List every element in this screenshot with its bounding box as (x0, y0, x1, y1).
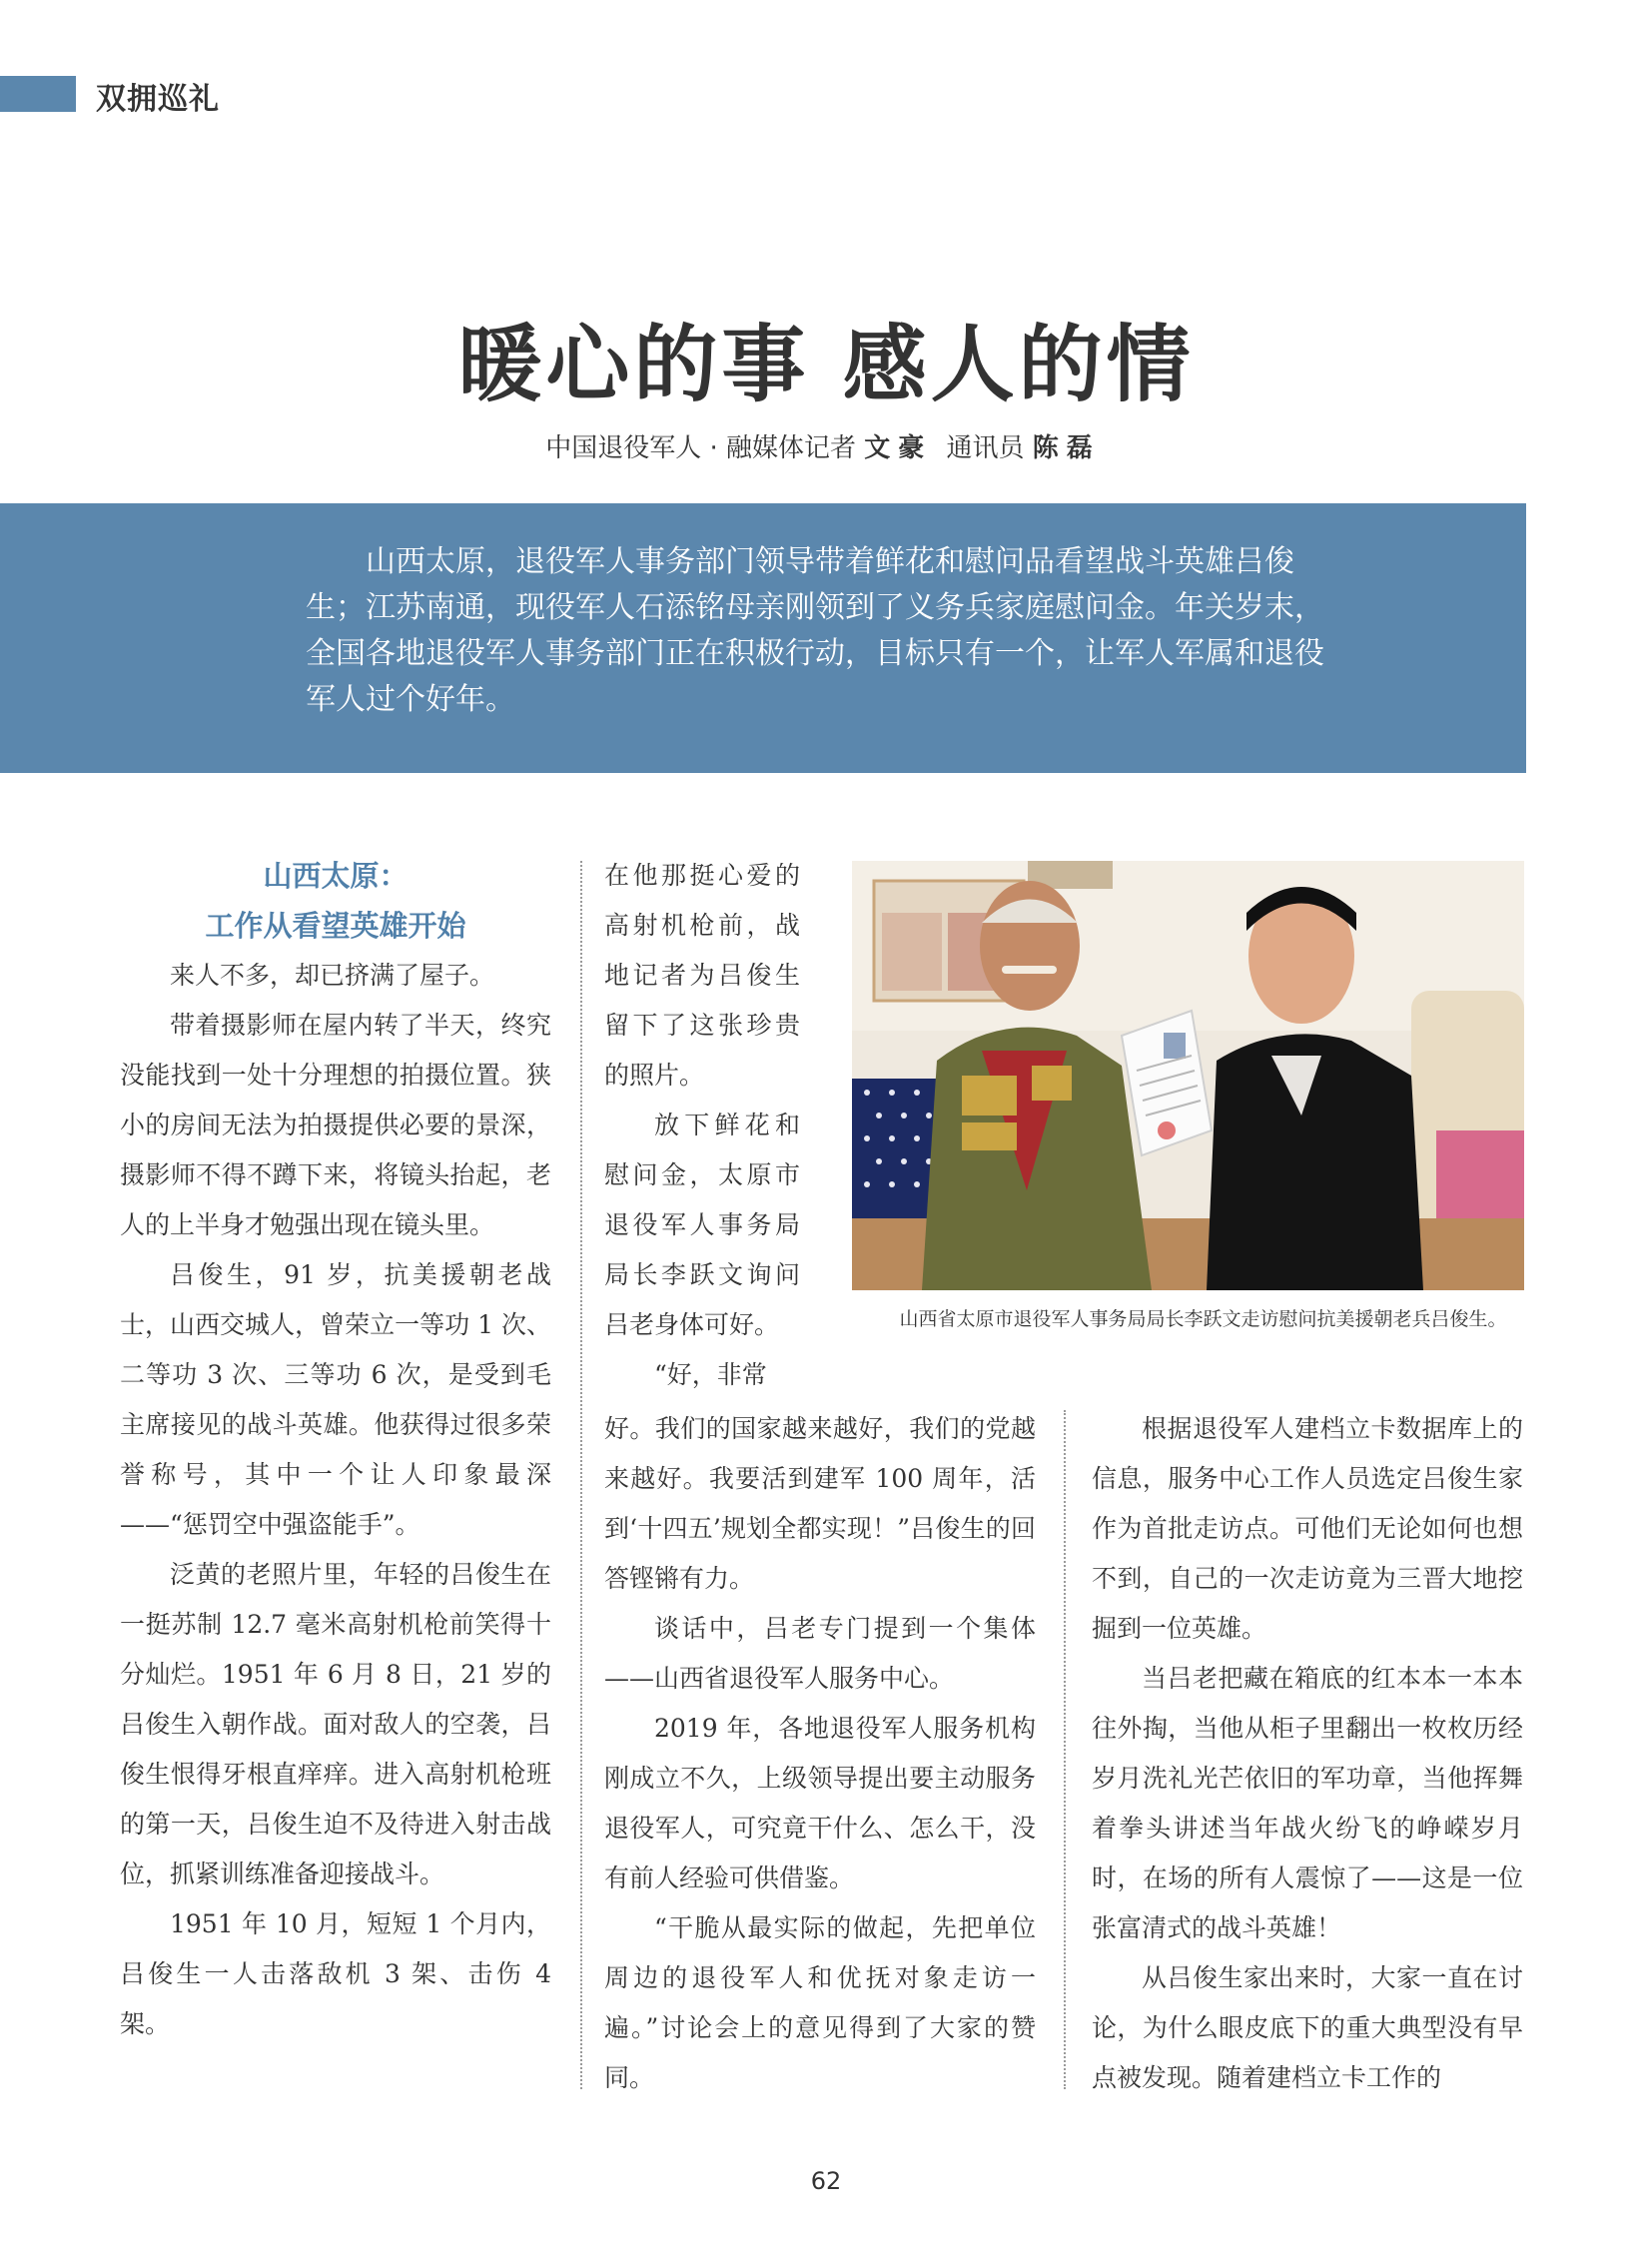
subheading-line1: 山西太原： (263, 859, 409, 893)
subheading-line2: 工作从看望英雄开始 (205, 909, 466, 943)
photo-caption: 山西省太原市退役军人事务局局长李跃文走访慰问抗美援朝老兵吕俊生。 (899, 1308, 1507, 1330)
section-color-bar (0, 76, 76, 112)
paragraph: 吕俊生，91 岁，抗美援朝老战士，山西交城人，曾荣立一等功 1 次、二等功 3 次、三等功 6 次，是受到毛主席接见的战斗英雄。他获得过很多荣誉称号，其中一个让人印象最深——“惩罚空中强盗能手”。 (120, 1260, 551, 1539)
paragraph: 带着摄影师在屋内转了半天，终究没能找到一处十分理想的拍摄位置。狭小的房间无法为拍摄提供必要的景深，摄影师不得不蹲下来，将镜头抬起，老人的上半身才勉强出现在镜头里。 (120, 1011, 551, 1239)
column-divider (580, 861, 582, 2089)
column-1 (120, 951, 551, 2049)
column-divider (1064, 1410, 1066, 2089)
paragraph: 好。我们的国家越来越好，我们的党越来越好。我要活到建军 100 周年，活到‘十四五’规划全都实现！”吕俊生的回答铿锵有力。 (604, 1414, 1036, 1593)
column-2-top (604, 851, 800, 1400)
paragraph: “干脆从最实际的做起，先把单位周边的退役军人和优抚对象走访一遍。”讨论会上的意见得到了大家的赞同。 (604, 1913, 1036, 2092)
byline-prefix: 中国退役军人 · 融媒体记者 (545, 433, 865, 463)
paragraph: 放下鲜花和慰问金，太原市退役军人事务局局长李跃文询问吕老身体可好。 (604, 1111, 800, 1339)
column-2-bottom (604, 1404, 1036, 2103)
paragraph: 1951 年 10 月，短短 1 个月内，吕俊生一人击落敌机 3 架、击伤 4 架。 (120, 1909, 551, 2038)
paragraph: 泛黄的老照片里，年轻的吕俊生在一挺苏制 12.7 毫米高射机枪前笑得十分灿烂。1951 年 6 月 8 日，21 岁的吕俊生入朝作战。面对敌人的空袭，吕俊生恨得牙根直痒痒。进入高射机枪班的第一天，吕俊生迫不及待进入射击战位，抓紧训练准备迎接战斗。 (120, 1560, 551, 1888)
paragraph: 当吕老把藏在箱底的红本本一本本往外掏，当他从柜子里翻出一枚枚历经岁月洗礼光芒依旧的军功章，当他挥舞着拳头讲述当年战火纷飞的峥嵘岁月时，在场的所有人震惊了——这是一位张富清式的战斗英雄！ (1092, 1664, 1523, 1942)
subheading (120, 851, 551, 951)
byline-author1: 文豪 (864, 433, 933, 463)
lead-paragraph: 山西太原，退役军人事务部门领导带着鲜花和慰问品看望战斗英雄吕俊生；江苏南通，现役军人石添铭母亲刚领到了义务兵家庭慰问金。年关岁末，全国各地退役军人事务部门正在积极行动，目标只有一个，让军人军属和退役军人过个好年。 (306, 544, 1324, 717)
paragraph: 2019 年，各地退役军人服务机构刚成立不久，上级领导提出要主动服务退役军人，可究竟干什么、怎么干，没有前人经验可供借鉴。 (604, 1714, 1036, 1892)
paragraph: 从吕俊生家出来时，大家一直在讨论，为什么眼皮底下的重大典型没有早点被发现。随着建档立卡工作的 (1092, 1963, 1523, 2092)
article-title: 暖心的事 感人的情 (457, 316, 1195, 413)
paragraph: “好，非常 (654, 1360, 767, 1389)
paragraph: 来人不多，却已挤满了屋子。 (170, 961, 495, 990)
byline (0, 427, 1652, 464)
photo-illustration (852, 861, 1524, 1290)
byline-middle: 通讯员 (946, 433, 1033, 463)
paragraph: 谈话中，吕老专门提到一个集体——山西省退役军人服务中心。 (604, 1614, 1036, 1693)
byline-author2: 陈磊 (1032, 433, 1101, 463)
section-label: 双拥巡礼 (96, 82, 220, 117)
page-number: 62 (810, 2167, 842, 2195)
column-3 (1092, 1404, 1523, 2103)
paragraph: 根据退役军人建档立卡数据库上的信息，服务中心工作人员选定吕俊生家作为首批走访点。可他们无论如何也想不到，自己的一次走访竟为三晋大地挖掘到一位英雄。 (1092, 1414, 1523, 1643)
article-photo (852, 861, 1524, 1290)
paragraph: 在他那挺心爱的高射机枪前，战地记者为吕俊生留下了这张珍贵的照片。 (604, 861, 800, 1090)
